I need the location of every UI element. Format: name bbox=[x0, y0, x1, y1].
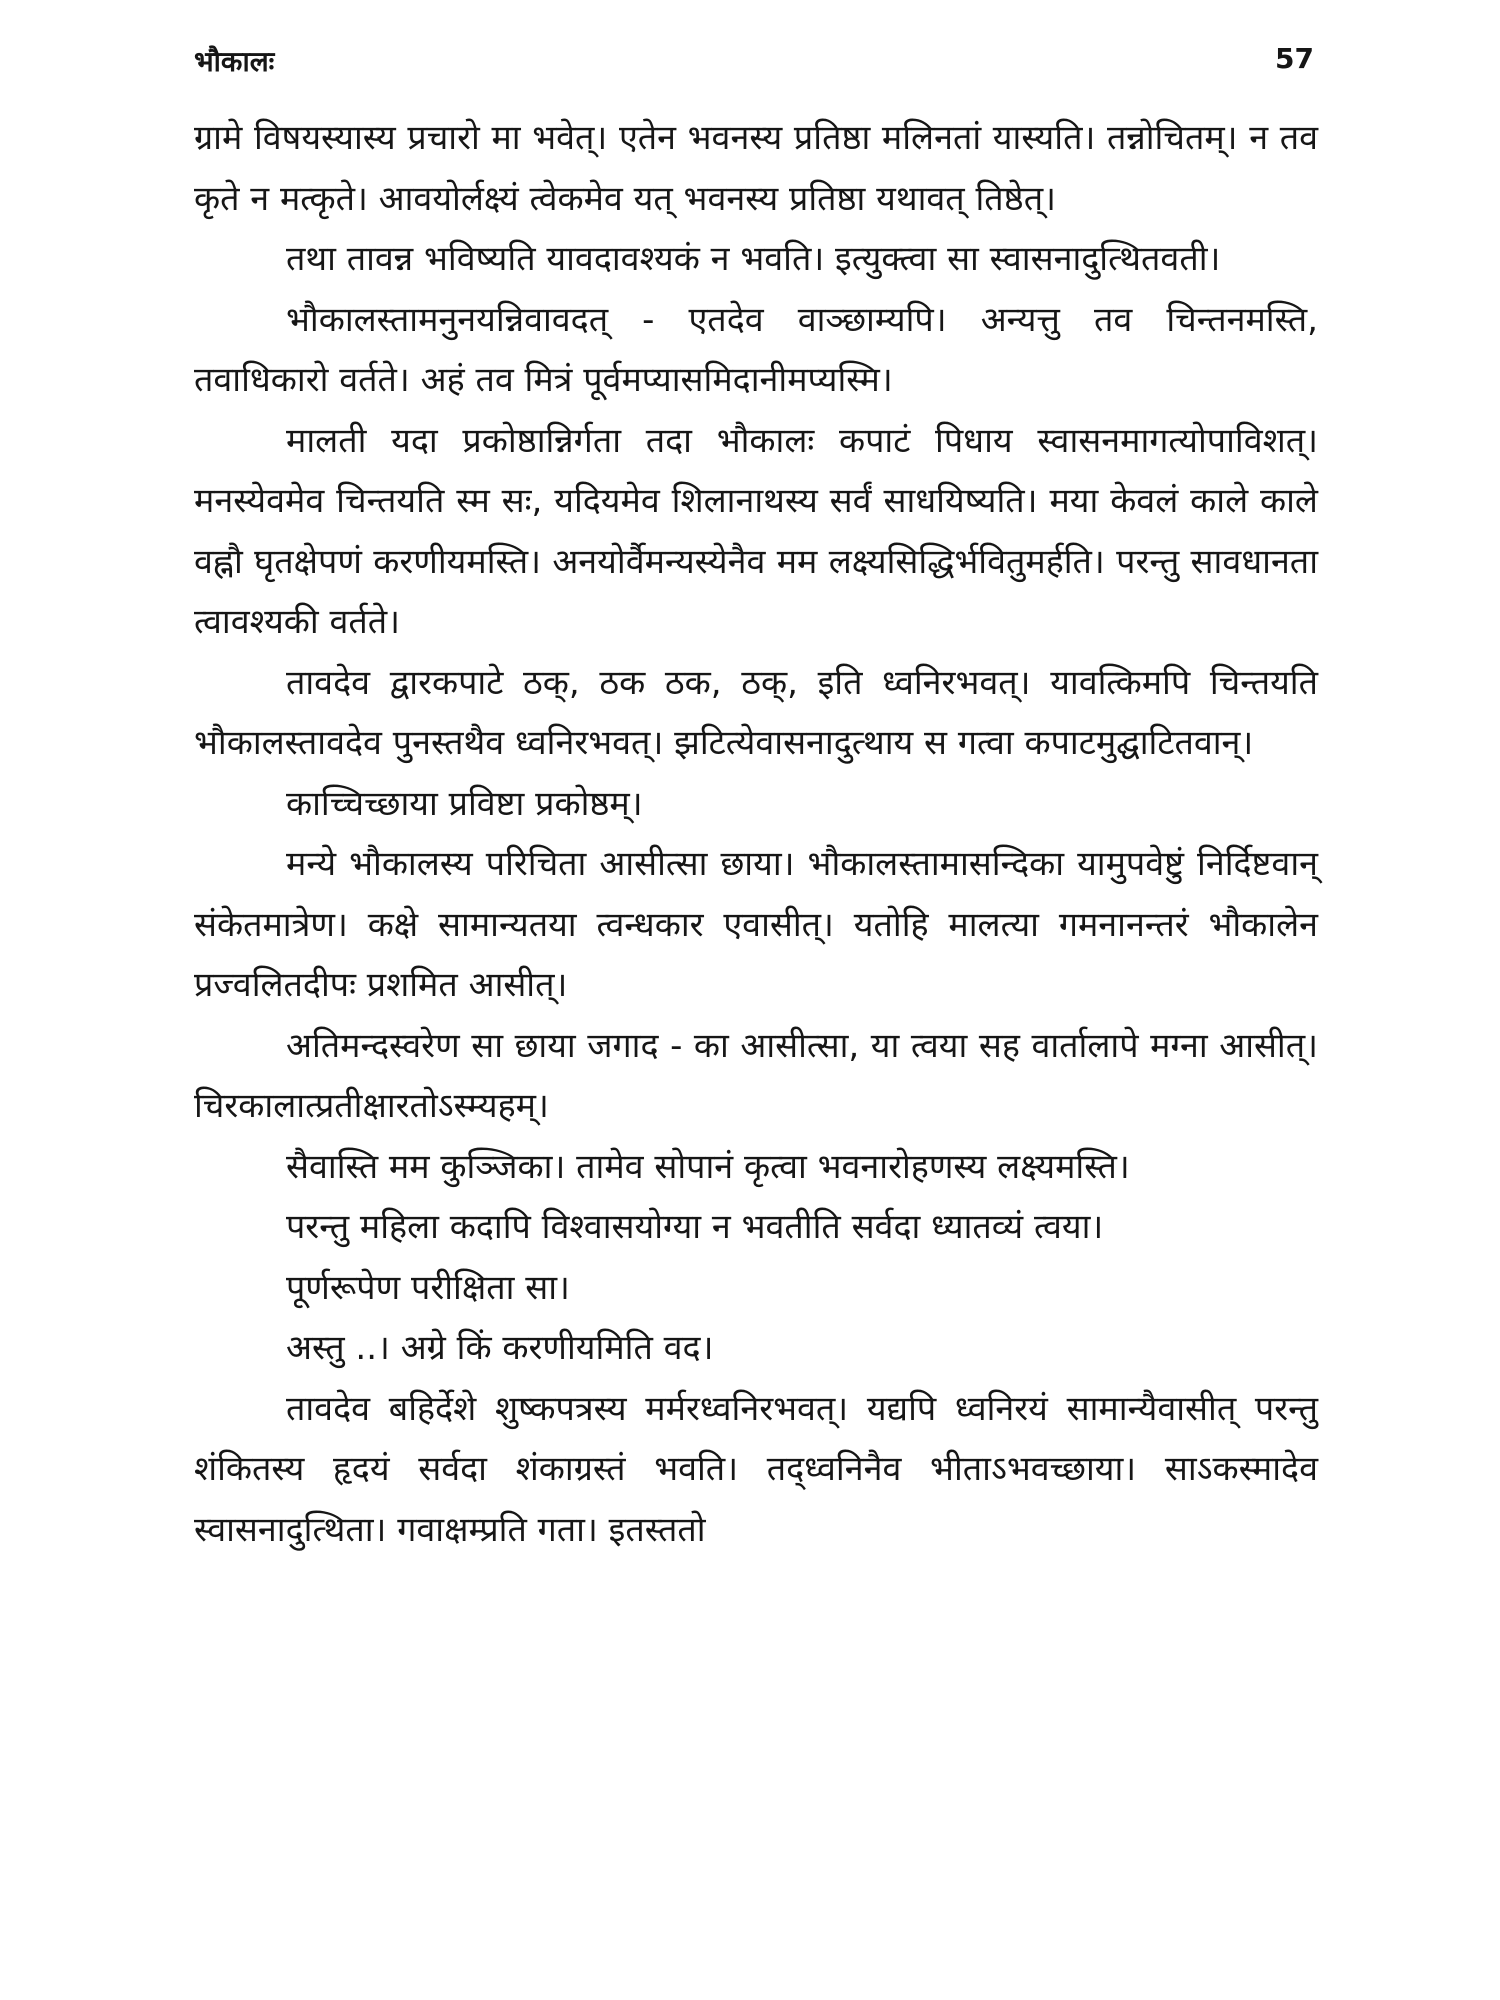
book-page bbox=[194, 42, 1318, 1560]
page-number: 57 bbox=[1275, 42, 1314, 75]
paragraph-10: परन्तु महिला कदापि विश्वासयोग्या न भवतीति सर्वदा ध्यातव्यं त्वया। bbox=[286, 1207, 1104, 1247]
paragraph-1: ग्रामे विषयस्यास्य प्रचारो मा भवेत्। एतेन भवनस्य प्रतिष्ठा मलिनतां यास्यति। तन्नोचितम्। न तव कृते न मत्कृते। आवयोर्लक्ष्यं त्वेकमेव यत् भवनस्य प्रतिष्ठा यथावत् तिष्ठेत्। bbox=[194, 118, 1318, 219]
paragraph-8: अतिमन्दस्वरेण सा छाया जगाद - का आसीत्सा, या त्वया सह वार्तालापे मग्ना आसीत्। चिरकालात्प्रतीक्षारतोऽस्म्यहम्। bbox=[194, 1025, 1318, 1126]
paragraph-4: मालती यदा प्रकोष्ठान्निर्गता तदा भौकालः कपाटं पिधाय स्वासनमागत्योपाविशत्। मनस्येवमेव चिन्तयति स्म सः, यदियमेव शिलानाथस्य सर्वं साधयिष्यति। मया केवलं काले काले वह्नौ घृतक्षेपणं करणीयमस्ति। अनयोर्वैमन्यस्येनैव मम लक्ष्यसिद्धिर्भवितुमर्हति। परन्तु सावधानता त्वावश्यकी वर्तते। bbox=[194, 420, 1318, 642]
paragraph-9: सैवास्ति मम कुञ्जिका। तामेव सोपानं कृत्वा भवनारोहणस्य लक्ष्यमस्ति। bbox=[286, 1146, 1130, 1187]
paragraph-12: अस्तु ..। अग्रे किं करणीयमिति वद। bbox=[286, 1328, 714, 1368]
paragraph-2: तथा तावन्न भविष्यति यावदावश्यकं न भवति। इत्युक्त्वा सा स्वासनादुत्थितवती। bbox=[286, 239, 1221, 279]
paragraph-13: तावदेव बहिर्देशे शुष्कपत्रस्य मर्मरध्वनिरभवत्। यद्यपि ध्वनिरयं सामान्यैवासीत् परन्तु शंकितस्य हृदयं सर्वदा शंकाग्रस्तं भवति। तद्ध्वनिनैव भीताऽभवच्छाया। साऽकस्मादेव स्वासनादुत्थिता। गवाक्षम्प्रति गता। इतस्ततो bbox=[194, 1388, 1318, 1550]
body-text bbox=[194, 108, 1318, 1560]
page-header bbox=[194, 42, 1318, 108]
paragraph-6: काच्चिच्छाया प्रविष्टा प्रकोष्ठम्। bbox=[286, 783, 643, 824]
running-head: भौकालः bbox=[194, 45, 275, 78]
paragraph-3: भौकालस्तामनुनयन्निवावदत् - एतदेव वाञ्छाम्यपि। अन्यत्तु तव चिन्तनमस्ति, तवाधिकारो वर्तते। अहं तव मित्रं पूर्वमप्यासमिदानीमप्यस्मि। bbox=[194, 299, 1318, 400]
paragraph-7: मन्ये भौकालस्य परिचिता आसीत्सा छाया। भौकालस्तामासन्दिका यामुपवेष्टुं निर्दिष्टवान् संकेतमात्रेण। कक्षे सामान्यतया त्वन्धकार एवासीत्। यतोहि मालत्या गमनानन्तरं भौकालेन प्रज्वलितदीपः प्रशमित आसीत्। bbox=[194, 844, 1318, 1005]
paragraph-11: पूर्णरूपेण परीक्षिता सा। bbox=[286, 1267, 570, 1308]
paragraph-5: तावदेव द्वारकपाटे ठक्, ठक ठक, ठक्, इति ध्वनिरभवत्। यावत्किमपि चिन्तयति भौकालस्तावदेव पुनस्तथैव ध्वनिरभवत्। झटित्येवासनादुत्थाय स गत्वा कपाटमुद्घाटितवान्। bbox=[194, 662, 1318, 763]
